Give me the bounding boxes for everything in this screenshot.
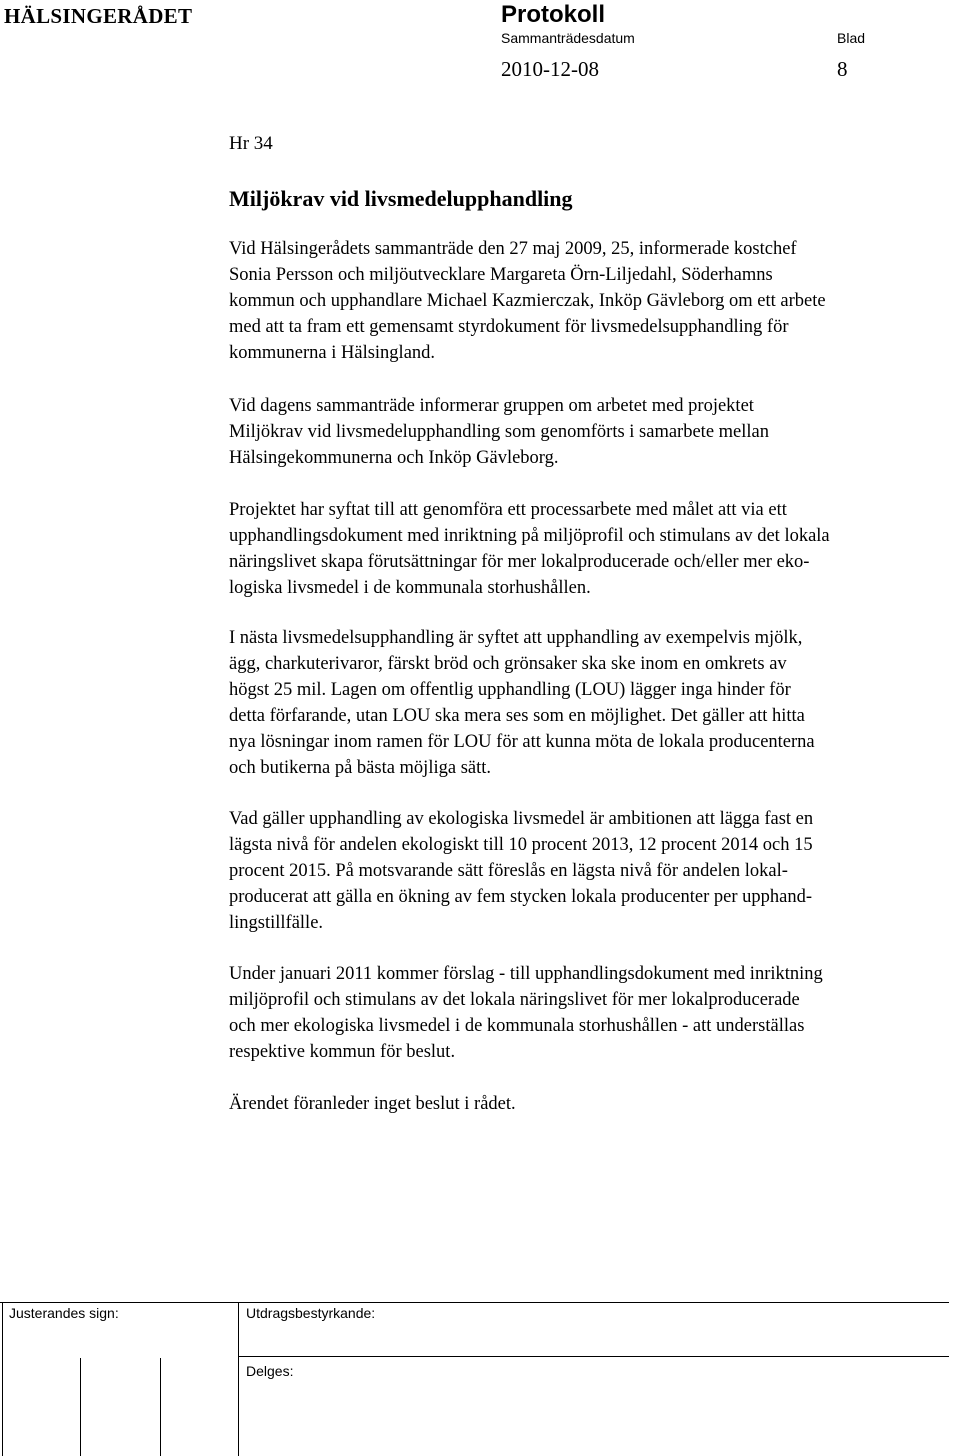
- paragraph-line: Ärendet föranleder inget beslut i rådet.: [229, 1094, 516, 1114]
- section-title: Miljökrav vid livsmedelupphandling: [229, 186, 573, 211]
- distribution-label: Delges:: [246, 1363, 294, 1379]
- paragraph-line: lägsta nivå för andelen ekologiskt till 10 procent 2013, 12 procent 2014 och 15: [229, 835, 813, 855]
- paragraph-line: kommun och upphandlare Michael Kazmierczak, Inköp Gävleborg om ett arbete: [229, 291, 826, 311]
- footer-left-border: [2, 1302, 3, 1456]
- paragraph-line: och butikerna på bästa möjliga sätt.: [229, 758, 492, 778]
- paragraph: [229, 393, 949, 471]
- footer-divider: [238, 1302, 239, 1456]
- paragraph: [229, 625, 949, 781]
- paragraph: [229, 236, 949, 366]
- paragraph-line: med att ta fram ett gemensamt styrdokument för livsmedelsupphandling för: [229, 317, 789, 337]
- footer-top-rule: [0, 1302, 949, 1303]
- signature-cell-divider: [160, 1358, 161, 1456]
- distribution-rule: [238, 1356, 949, 1357]
- paragraph: [229, 1091, 949, 1117]
- page-number: 8: [837, 57, 848, 81]
- paragraph-line: och mer ekologiska livsmedel i de kommunala storhushållen - att underställas: [229, 1016, 805, 1036]
- paragraph-line: Vid dagens sammanträde informerar gruppen om arbetet med projektet: [229, 396, 754, 416]
- paragraph-line: Miljökrav vid livsmedelupphandling som genomförts i samarbete mellan: [229, 422, 769, 442]
- paragraph: [229, 961, 949, 1065]
- paragraph-line: näringslivet skapa förutsättningar för mer lokalproducerade och/eller mer eko-: [229, 552, 810, 572]
- section-number: Hr 34: [229, 133, 273, 154]
- signature-label: Justerandes sign:: [9, 1305, 119, 1321]
- certification-label: Utdragsbestyrkande:: [246, 1305, 376, 1321]
- page-label: Blad: [837, 30, 866, 46]
- meeting-date-label: Sammanträdesdatum: [501, 30, 635, 46]
- paragraph-line: Under januari 2011 kommer förslag - till upphandlingsdokument med inriktning: [229, 964, 823, 984]
- paragraph-line: lingstillfälle.: [229, 913, 324, 933]
- paragraph: [229, 806, 949, 936]
- signature-cell-divider: [80, 1358, 81, 1456]
- paragraph-line: logiska livsmedel i de kommunala storhushållen.: [229, 578, 591, 598]
- paragraph-line: Hälsingekommunerna och Inköp Gävleborg.: [229, 448, 559, 468]
- paragraph-line: I nästa livsmedelsupphandling är syftet att upphandling av exempelvis mjölk,: [229, 628, 803, 648]
- paragraph-line: producerat att gälla en ökning av fem stycken lokala producenter per upphand-: [229, 887, 813, 907]
- organization-name: HÄLSINGERÅDET: [4, 4, 193, 28]
- paragraph-line: miljöprofil och stimulans av det lokala näringslivet för mer lokalproducerade: [229, 990, 800, 1010]
- paragraph-line: respektive kommun för beslut.: [229, 1042, 456, 1062]
- paragraph-line: ägg, charkuterivaror, färskt bröd och grönsaker ska ske inom en omkrets av: [229, 654, 787, 674]
- meeting-date: 2010-12-08: [501, 57, 599, 81]
- paragraph-line: procent 2015. På motsvarande sätt föreslås en lägsta nivå för andelen lokal-: [229, 861, 788, 881]
- paragraph-line: upphandlingsdokument med inriktning på miljöprofil och stimulans av det lokala: [229, 526, 830, 546]
- paragraph-line: Projektet har syftat till att genomföra ett processarbete med målet att via ett: [229, 500, 787, 520]
- paragraph-line: Vad gäller upphandling av ekologiska livsmedel är ambitionen att lägga fast en: [229, 809, 814, 829]
- paragraph: [229, 497, 949, 601]
- paragraph-line: Vid Hälsingerådets sammanträde den 27 maj 2009, 25, informerade kostchef: [229, 239, 797, 259]
- paragraph-line: detta förfarande, utan LOU ska mera ses som en möjlighet. Det gäller att hitta: [229, 706, 805, 726]
- paragraph-line: nya lösningar inom ramen för LOU för att kunna möta de lokala producenterna: [229, 732, 815, 752]
- document-type: Protokoll: [501, 1, 606, 28]
- paragraph-line: kommunerna i Hälsingland.: [229, 343, 436, 363]
- paragraph-line: högst 25 mil. Lagen om offentlig upphandling (LOU) lägger inga hinder för: [229, 680, 791, 700]
- paragraph-line: Sonia Persson och miljöutvecklare Margareta Örn-Liljedahl, Söderhamns: [229, 265, 773, 285]
